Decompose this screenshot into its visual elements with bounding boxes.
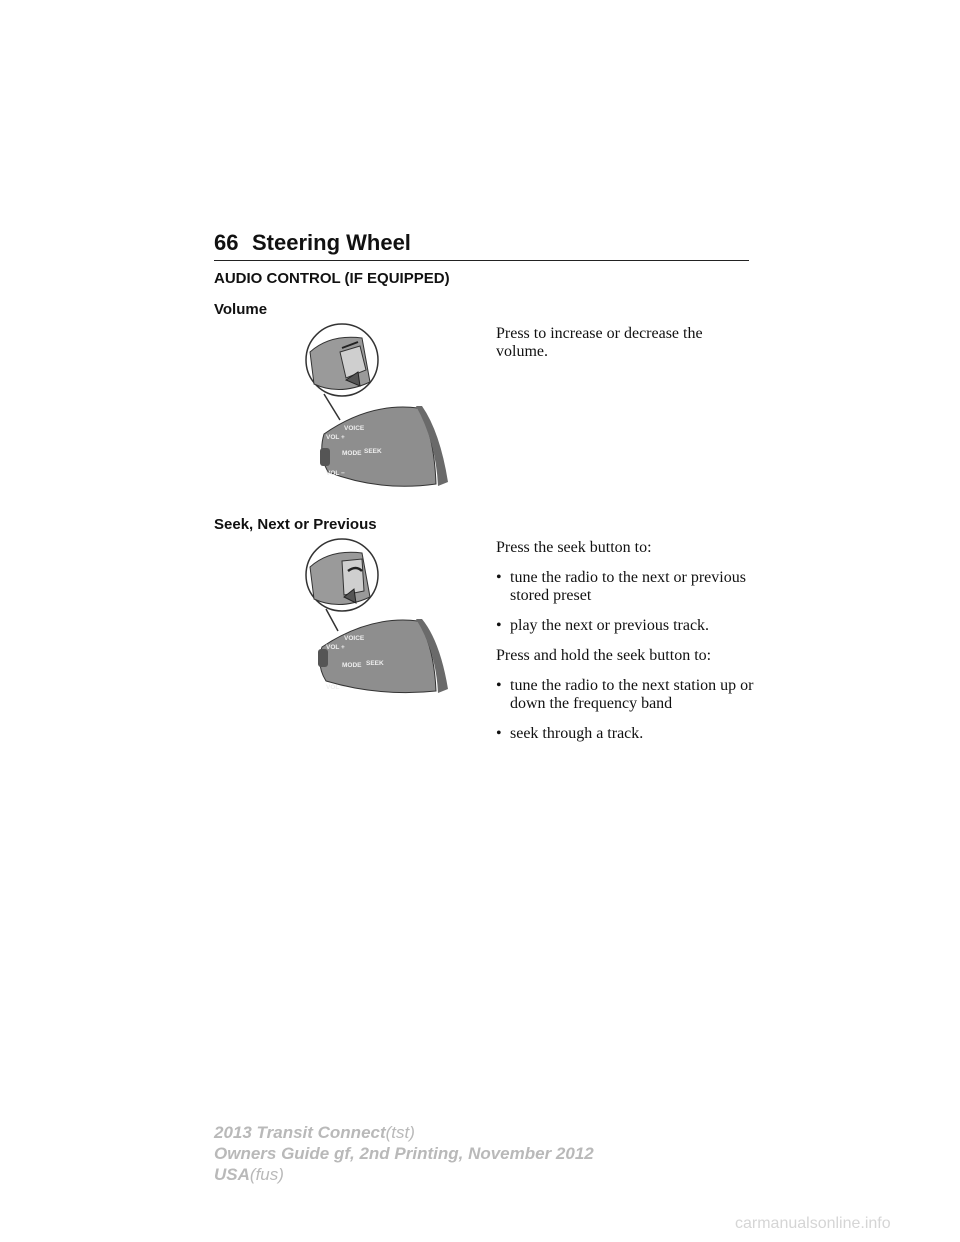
page-header	[214, 230, 749, 261]
seek-control-illustration	[300, 537, 450, 702]
voice-label-2: VOICE	[344, 635, 365, 642]
footer-model-line: 2013 Transit Connect(tst)	[214, 1123, 415, 1142]
list-item: • tune the radio to the next station up or down the frequency band	[496, 677, 754, 712]
seek-label-2: SEEK	[366, 660, 384, 667]
bullet-icon: •	[496, 725, 502, 742]
volume-control-illustration	[300, 322, 450, 494]
vol-minus-label: VOL −	[326, 470, 345, 477]
vol-plus-label-2: VOL +	[326, 644, 345, 651]
bullet-icon: •	[496, 617, 502, 634]
volume-heading: Volume	[214, 301, 268, 318]
list-item: • tune the radio to the next or previous stored preset	[496, 569, 746, 604]
bullet-icon: •	[496, 569, 502, 586]
seek-description-block	[496, 539, 756, 755]
seek-heading: Seek, Next or Previous	[214, 516, 377, 533]
section-title: AUDIO CONTROL (IF EQUIPPED)	[214, 270, 450, 287]
footer-guide-line: Owners Guide gf, 2nd Printing, November 2012	[214, 1144, 594, 1163]
chapter-title: Steering Wheel	[252, 230, 411, 255]
vol-plus-label: VOL +	[326, 434, 345, 441]
volume-description-block	[496, 325, 756, 373]
seek-hold-intro: Press and hold the seek button to:	[496, 647, 712, 664]
volume-description: Press to increase or decrease the volume.	[496, 325, 703, 360]
seek-label: SEEK	[364, 448, 382, 455]
mode-label: MODE	[342, 450, 362, 457]
seek-press-intro: Press the seek button to:	[496, 539, 652, 556]
watermark: carmanualsonline.info	[735, 1215, 891, 1232]
bullet-icon: •	[496, 677, 502, 694]
document-footer	[214, 1122, 594, 1185]
mode-label-2: MODE	[342, 662, 362, 669]
vol-minus-label-2: VOL −	[326, 684, 345, 691]
list-item: • seek through a track.	[496, 725, 644, 742]
page-number: 66	[214, 230, 239, 255]
list-item: • play the next or previous track.	[496, 617, 710, 634]
footer-market-line: USA(fus)	[214, 1165, 284, 1184]
voice-label: VOICE	[344, 425, 365, 432]
